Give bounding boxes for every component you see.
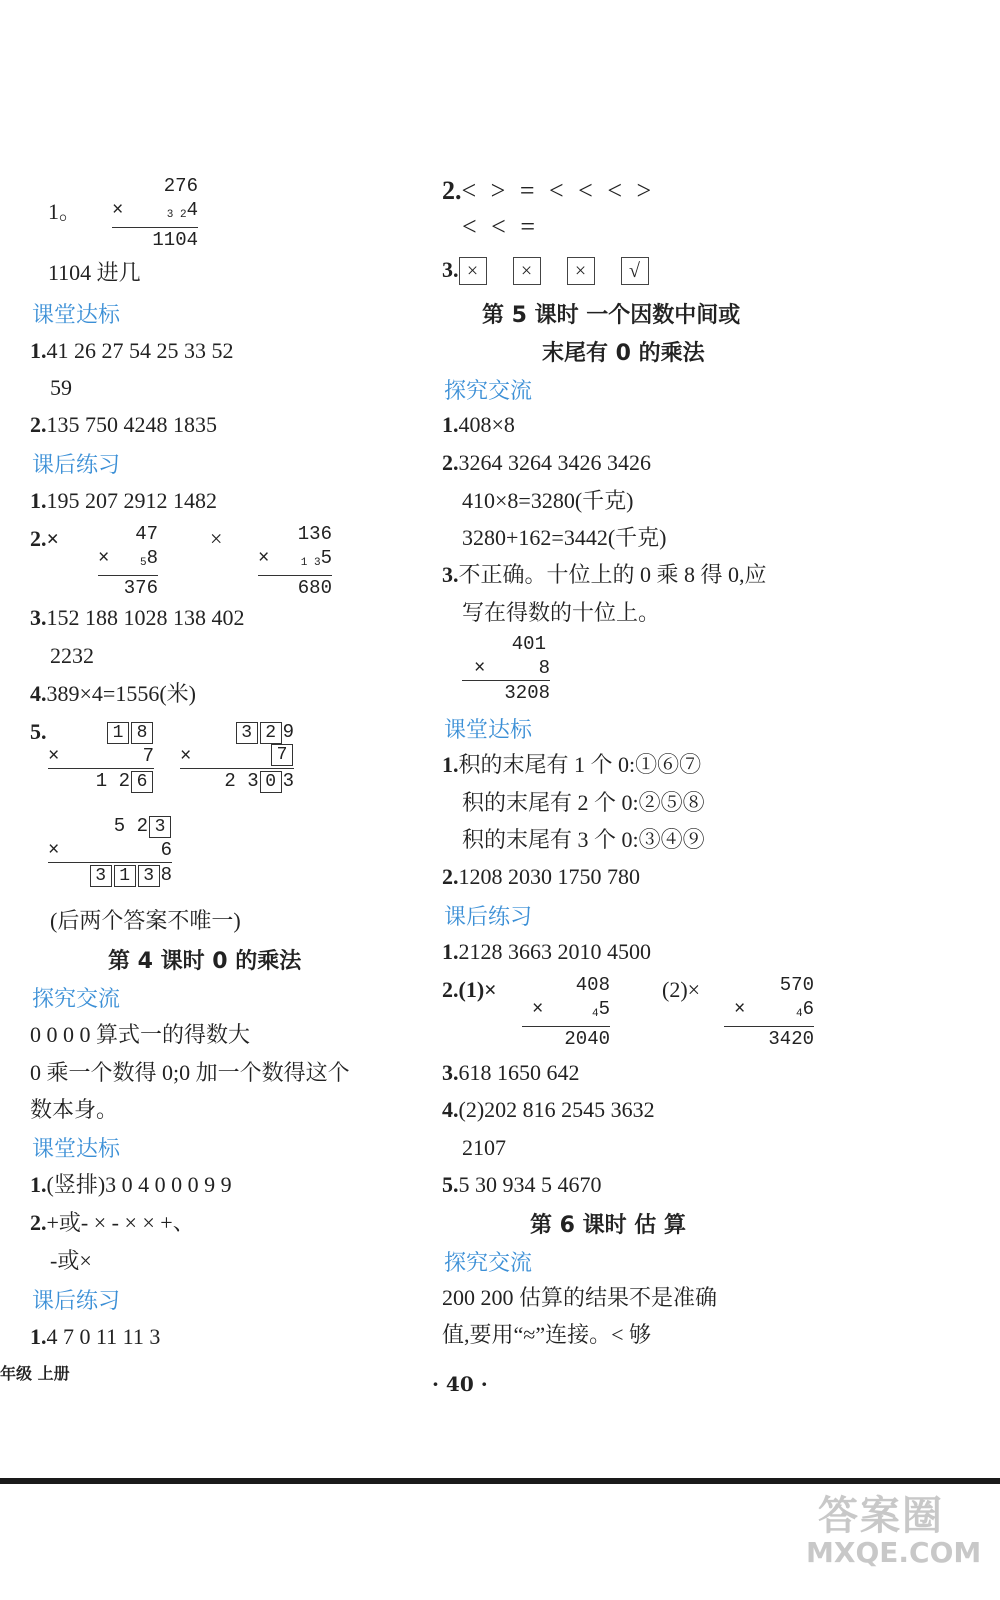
lesson-4-title: 第 4 课时 0 的乘法 <box>108 949 302 974</box>
item-1-answer: 1104 进几 <box>48 260 141 285</box>
r-kh-2-label: 2.(1)× <box>442 977 497 1002</box>
r-answer-2b: < < = <box>462 212 539 241</box>
kh2-answer-1: 1.4 7 0 11 11 3 <box>30 1324 161 1349</box>
digit-box: 8 <box>131 722 153 744</box>
kh-answer-5-label: 5. <box>30 719 47 744</box>
calc-carry: 4 <box>591 1008 599 1020</box>
calc-result: 3420 <box>724 1026 814 1051</box>
r-answer-3: 3. × × × √ <box>442 255 675 285</box>
section-tanjiu-jiaoliu-r2: 探究交流 <box>444 1251 533 1276</box>
calc-carry: 1 3 <box>300 557 321 569</box>
calc-mult: 6 <box>802 998 814 1020</box>
item-1-label: 1。 <box>48 199 82 224</box>
calc-top: 47 <box>135 523 158 545</box>
calc-result: 3208 <box>462 680 550 705</box>
r-kt-1b: 积的末尾有 2 个 0:②⑤⑧ <box>462 790 705 815</box>
kt2-answer-1: 1.(竖排)3 0 4 0 0 0 9 9 <box>30 1172 232 1197</box>
digit-box: 6 <box>131 771 153 793</box>
puzzle-c-523x6: 5 2 3 × 6 3 1 3 8 <box>48 815 172 886</box>
r-kh-3: 3.618 1650 642 <box>442 1060 580 1085</box>
r-kh-1: 1.2128 3663 2010 4500 <box>442 939 651 964</box>
section-ketang-dabiao: 课堂达标 <box>32 303 121 328</box>
kt-answer-2: 2.135 750 4248 1835 <box>30 412 217 437</box>
calc-carry: 3 2 <box>166 209 187 221</box>
page-number: · 40 · <box>432 1372 488 1396</box>
calc-top: 136 <box>297 523 332 545</box>
r-kh-4b: 2107 <box>462 1135 506 1160</box>
watermark-url: MXQE.COM <box>806 1536 982 1569</box>
r-answer-2: 2.< > = < < < > <box>442 176 656 205</box>
section-ketang-dabiao-2: 课堂达标 <box>32 1137 121 1162</box>
digit-box: 0 <box>260 771 282 793</box>
check-box: × <box>459 257 487 285</box>
calc-mult: 8 <box>146 547 158 569</box>
kt-answer-1b: 59 <box>50 375 72 400</box>
section-tanjiu-jiaoliu-r: 探究交流 <box>444 379 533 404</box>
r-tj6-1: 200 200 估算的结果不是准确 <box>442 1285 718 1310</box>
digit-box: 7 <box>271 744 293 766</box>
kh-answer-2-label: 2.× <box>30 526 60 551</box>
calc-op: × <box>258 547 270 569</box>
digit-box: 2 <box>260 722 282 744</box>
calc-op: × <box>532 998 544 1020</box>
vertical-calc-47x8 <box>98 522 158 600</box>
r-tj-2: 2.3264 3264 3426 3426 <box>442 450 651 475</box>
calc-mult: 4 <box>186 199 198 221</box>
puzzle-a-18x7: 1 8 × 7 1 2 6 <box>48 723 154 792</box>
r-tj-2c: 3280+162=3442(千克) <box>462 525 667 550</box>
calc-top: 276 <box>163 175 198 197</box>
digit-box: 3 <box>138 865 160 887</box>
kt2-answer-2b: -或× <box>50 1248 92 1273</box>
calc-top: 570 <box>779 974 814 996</box>
calc-mult: 5 <box>320 547 332 569</box>
kh-answer-1: 1.195 207 2912 1482 <box>30 488 217 513</box>
kh-answer-3: 3.152 188 1028 138 402 <box>30 605 245 630</box>
calc-carry: 5 <box>139 557 147 569</box>
vertical-calc-570x6 <box>724 973 814 1051</box>
puzzle-b-329x7: 3 2 9 × 7 2 3 0 3 <box>180 721 294 792</box>
calc-carry: 4 <box>795 1008 803 1020</box>
watermark-logo: 答案圈 <box>818 1493 944 1539</box>
calc-result: 376 <box>98 575 158 600</box>
kh-answer-3b: 2232 <box>50 643 94 668</box>
tj-line-3: 数本身。 <box>30 1097 119 1122</box>
vertical-calc-401x8 <box>462 632 550 705</box>
r-tj-3b: 写在得数的十位上。 <box>462 600 661 625</box>
r-tj6-2: 值,要用“≈”连接。< 够 <box>442 1322 652 1347</box>
calc-mult: 7 <box>142 745 154 767</box>
calc-mult: 8 <box>538 657 550 679</box>
section-tanjiu-jiaoliu: 探究交流 <box>32 987 121 1012</box>
r-tj-3: 3.不正确。十位上的 0 乘 8 得 0,应 <box>442 562 767 587</box>
calc-top: 408 <box>575 974 610 996</box>
calc-result: 2040 <box>522 1026 610 1051</box>
calc-mult: 5 <box>598 998 610 1020</box>
section-kehou-lianxi: 课后练习 <box>32 453 121 478</box>
digit-box: 1 <box>114 865 136 887</box>
vertical-calc-408x5 <box>522 973 610 1051</box>
digit-box: 3 <box>90 865 112 887</box>
section-ketang-dabiao-r: 课堂达标 <box>444 718 533 743</box>
digit-box: 3 <box>236 722 258 744</box>
check-box: √ <box>621 257 649 285</box>
calc-result: 680 <box>258 575 332 600</box>
calc-op: × <box>474 657 486 679</box>
digit-box: 3 <box>149 816 171 838</box>
r-tj-2b: 410×8=3280(千克) <box>462 488 634 513</box>
r-kh-4: 4.(2)202 816 2545 3632 <box>442 1097 655 1122</box>
lesson-6-title: 第 6 课时 估 算 <box>530 1213 686 1238</box>
vertical-calc-276x4 <box>112 174 198 252</box>
r-kh-5: 5.5 30 934 5 4670 <box>442 1172 602 1197</box>
r-kt-2: 2.1208 2030 1750 780 <box>442 864 640 889</box>
kt2-answer-2: 2.+或- × - × × +、 <box>30 1210 195 1235</box>
section-kehou-lianxi-2: 课后练习 <box>32 1289 121 1314</box>
lesson-5-title: 第 5 课时 一个因数中间或 <box>482 303 741 328</box>
kt-answer-1: 1.41 26 27 54 25 33 52 <box>30 338 234 363</box>
calc-op: × <box>734 998 746 1020</box>
calc-op: × <box>98 547 110 569</box>
kh-answer-4: 4.389×4=1556(米) <box>30 681 196 706</box>
calc-result: 1104 <box>112 227 198 252</box>
r-kt-1c: 积的末尾有 3 个 0:③④⑨ <box>462 827 705 852</box>
check-box: × <box>513 257 541 285</box>
tj-line-1: 0 0 0 0 算式一的得数大 <box>30 1022 251 1047</box>
digit-box: 1 <box>107 722 129 744</box>
r-tj-1: 1.408×8 <box>442 412 515 437</box>
calc-top: 401 <box>511 633 546 655</box>
kh-answer-2-mid: × <box>210 526 223 551</box>
calc-op: × <box>112 199 124 221</box>
r-kt-1: 1.积的末尾有 1 个 0:①⑥⑦ <box>442 752 702 777</box>
note-not-unique: (后两个答案不唯一) <box>50 908 241 933</box>
footer-grade: 年级 上册 <box>0 1364 70 1383</box>
vertical-calc-136x5 <box>258 522 332 600</box>
lesson-5-subtitle: 末尾有 0 的乘法 <box>542 341 705 366</box>
r-kh-2-mid: (2)× <box>662 977 701 1002</box>
tj-line-2: 0 乘一个数得 0;0 加一个数得这个 <box>30 1060 350 1085</box>
section-kehou-lianxi-r: 课后练习 <box>444 905 533 930</box>
check-box: × <box>567 257 595 285</box>
calc-mult: 6 <box>160 839 172 861</box>
